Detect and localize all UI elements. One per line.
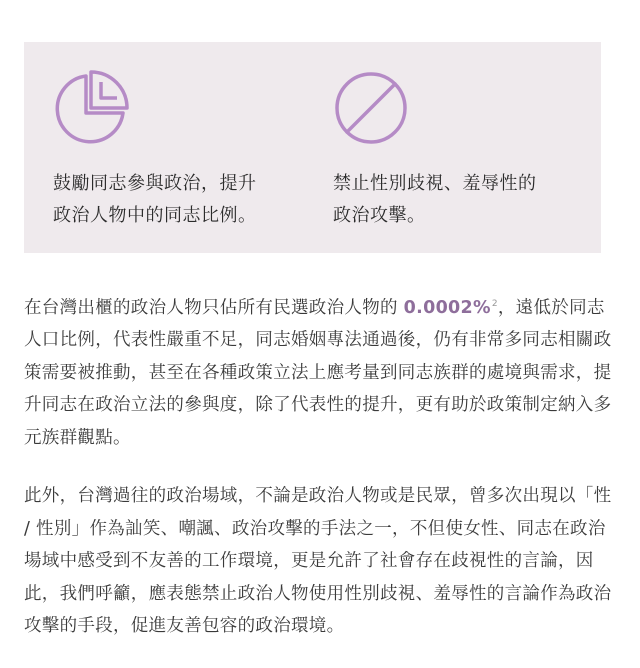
footnote-marker[interactable]: 2 [491, 299, 498, 309]
feature-text [53, 168, 303, 232]
feature-text-line1: 禁止性別歧視、羞辱性的 [333, 173, 537, 194]
paragraph-discrimination: 此外，台灣過往的政治場域，不論是政治人物或是民眾，曾多次出現以「性 / 性別」作為訕笑、嘲諷、政治攻擊的手法之一，不但使女性、同志在政治場域中感受到不友善的工作環境，更是允許了社會存在歧視性的言論，因此，我們呼籲，應表態禁止政治人物使用性別歧視、羞辱性的言論作為政治攻擊的手段，促進友善包容的政治環境。 [24, 486, 612, 636]
feature-text-line2: 政治人物中的同志比例。 [53, 205, 257, 226]
paragraph-representation [24, 288, 614, 454]
feature-ban-discrimination [333, 70, 583, 232]
pie-chart-icon [53, 70, 129, 146]
feature-text-line2: 政治攻擊。 [333, 205, 426, 226]
feature-text [333, 168, 583, 232]
prohibited-icon [333, 70, 409, 146]
feature-card [24, 42, 601, 253]
statistic-highlight: 0.0002% [403, 297, 491, 318]
paragraph1-before: 在台灣出櫃的政治人物只佔所有民選政治人物的 [24, 297, 404, 318]
paragraph1-after: ，遠低於同志人口比例，代表性嚴重不足，同志婚姻專法通過後，仍有非常多同志相關政策需要被推動，甚至在各種政策立法上應考量到同志族群的處境與需求，提升同志在政治立法的參與度，除了代表性的提升，更有助於政策制定納入多元族群觀點。 [24, 297, 612, 448]
feature-political-participation [53, 70, 303, 232]
feature-text-line1: 鼓勵同志參與政治，提升 [53, 173, 257, 194]
